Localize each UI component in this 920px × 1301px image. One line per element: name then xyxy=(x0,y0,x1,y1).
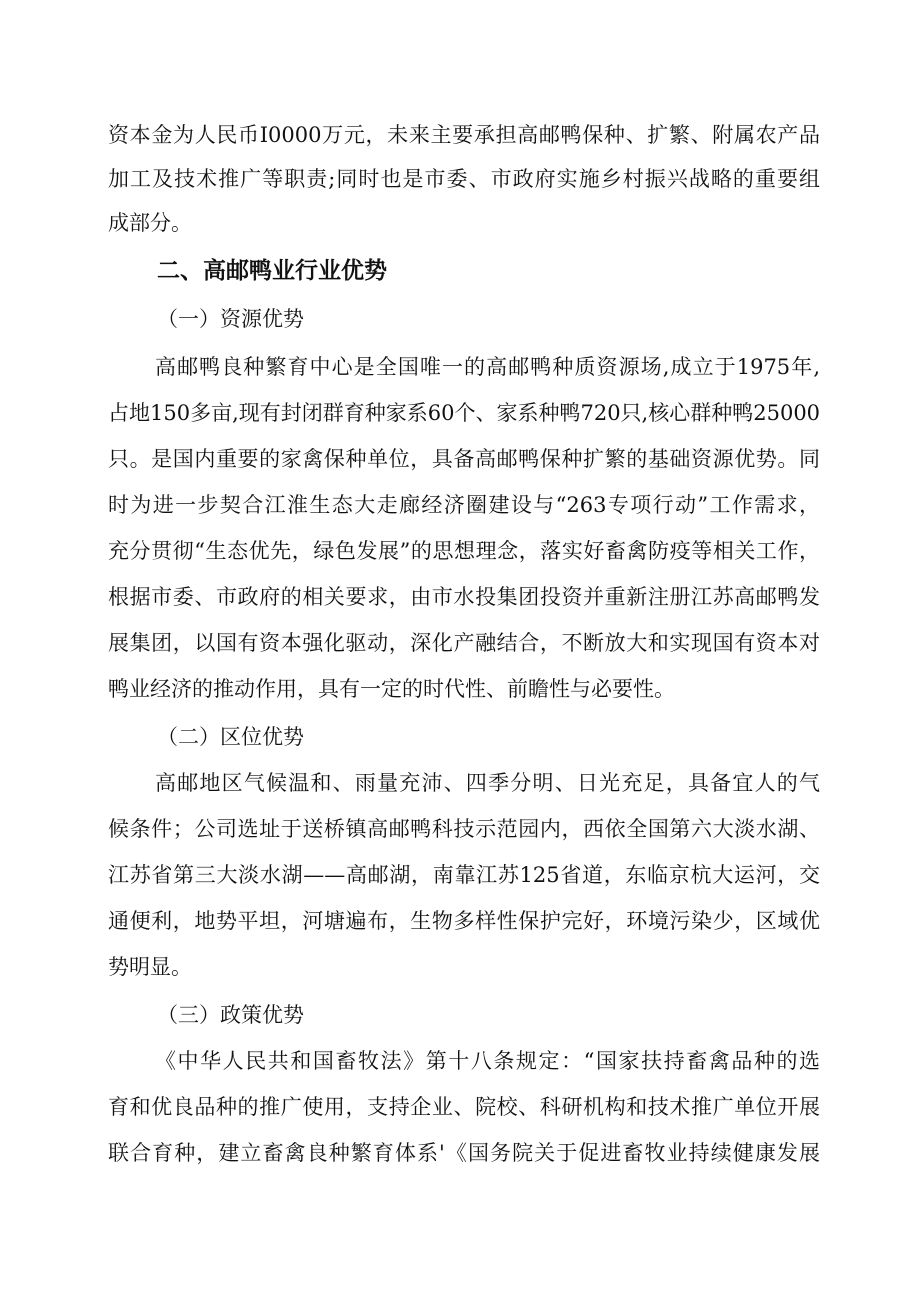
paragraph-line: 育和优良品种的推广使用，支持企业、院校、科研机构和技术推广单位开展 xyxy=(108,1095,820,1119)
intro-line-1: 资本金为人民币I0000万元，未来主要承担高邮鸭保种、扩繁、附属农产品 xyxy=(108,123,820,147)
paragraph-line: 展集团，以国有资本强化驱动，深化产融结合，不断放大和实现国有资本对 xyxy=(108,631,820,655)
paragraph-line: 高邮地区气候温和、雨量充沛、四季分明、日光充足，具备宜人的气 xyxy=(155,771,820,795)
paragraph-line: 联合育种，建立畜禽良种繁育体系'《国务院关于促进畜牧业持续健康发展 xyxy=(108,1141,820,1165)
subsection-heading-policy: （三）政策优势 xyxy=(157,1003,304,1027)
paragraph-line: 势明显。 xyxy=(108,955,192,979)
paragraph-line: 候条件；公司选址于送桥镇高邮鸭科技示范园内，西依全国第六大淡水湖、 xyxy=(108,817,820,841)
paragraph-line: 高邮鸭良种繁育中心是全国唯一的高邮鸭种质资源场,成立于1975年, xyxy=(155,355,820,379)
paragraph-line: 只。是国内重要的家禽保种单位，具备高邮鸭保种扩繁的基础资源优势。同 xyxy=(108,447,820,471)
paragraph-line: 根据市委、市政府的相关要求，由市水投集团投资并重新注册江苏高邮鸭发 xyxy=(108,585,820,609)
paragraph-line: 占地150多亩,现有封闭群育种家系60个、家系种鸭720只,核心群种鸭25000 xyxy=(108,401,820,425)
intro-line-3: 成部分。 xyxy=(108,211,192,235)
paragraph-line: 江苏省第三大淡水湖——高邮湖，南靠江苏125省道，东临京杭大运河，交 xyxy=(108,863,820,887)
section-heading: 二、高邮鸭业行业优势 xyxy=(157,258,387,284)
paragraph-line: 鸭业经济的推动作用，具有一定的时代性、前瞻性与必要性。 xyxy=(108,677,675,701)
paragraph-line: 充分贯彻“生态优先，绿色发展”的思想理念，落实好畜禽防疫等相关工作， xyxy=(108,539,820,563)
subsection-heading-resources: （一）资源优势 xyxy=(157,307,304,331)
intro-line-2: 加工及技术推广等职责;同时也是市委、市政府实施乡村振兴战略的重要组 xyxy=(108,167,820,191)
paragraph-line: 《中华人民共和国畜牧法》第十八条规定：“国家扶持畜禽品种的选 xyxy=(155,1049,820,1073)
paragraph-line: 通便利，地势平坦，河塘遍布，生物多样性保护完好，环境污染少，区域优 xyxy=(108,909,820,933)
paragraph-line: 时为进一步契合江淮生态大走廊经济圈建设与“263专项行动”工作需求， xyxy=(108,493,820,517)
subsection-heading-location: （二）区位优势 xyxy=(157,725,304,749)
